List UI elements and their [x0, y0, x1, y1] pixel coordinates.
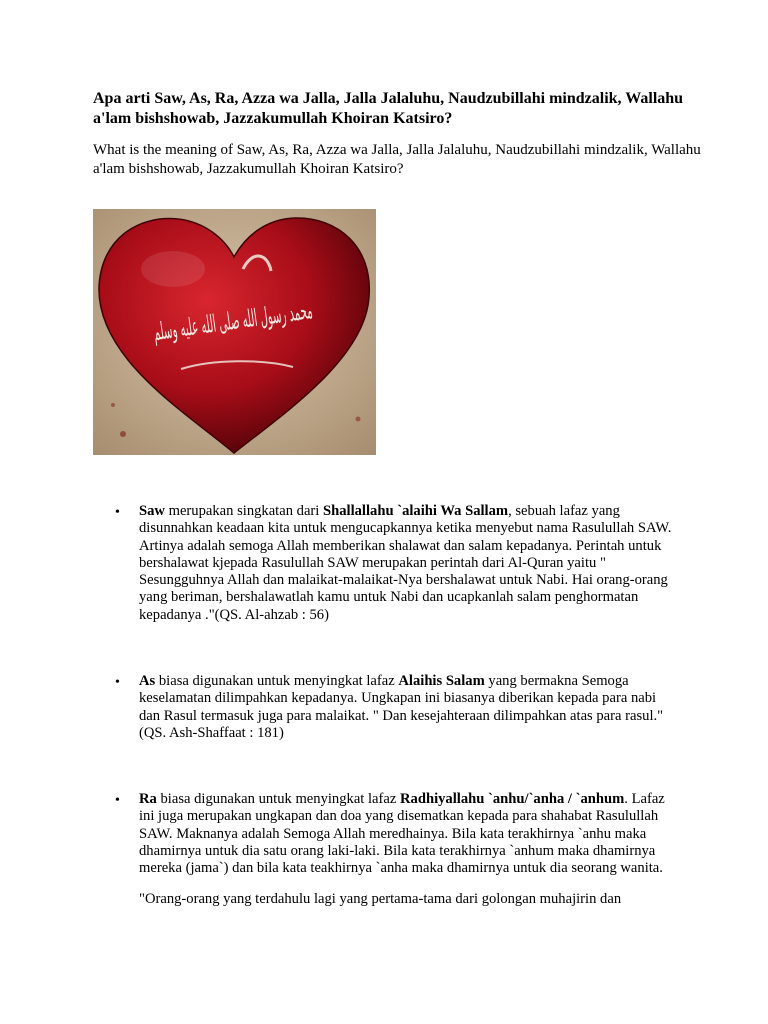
bullet-icon: • [115, 505, 120, 520]
bullet-icon: • [115, 675, 120, 690]
term: As [139, 673, 156, 689]
quote-text: "Orang-orang yang terdahulu lagi yang pertama-tama dari golongan muhajirin dan [139, 891, 622, 908]
term: Ra [139, 791, 157, 807]
heart-calligraphy-image [93, 209, 376, 455]
list-item-text: As biasa digunakan untuk menyingkat lafaz Alaihis Salam yang bermakna Semoga keselamatan dilimpahkan kepadanya. Ungkapan ini biasanya diberikan kepada para nabi dan Rasul termasuk juga para malaikat. " Dan kesejahteraan dilimpahkan atas para rasul."(QS. Ash-Shaffaat : 181) [139, 673, 664, 741]
page-title: Apa arti Saw, As, Ra, Azza wa Jalla, Jalla Jalaluhu, Naudzubillahi mindzalik, Wallahu a'lam bishshowab, Jazzakumullah Khoiran Katsiro? [93, 90, 684, 127]
list-item-text: Ra biasa digunakan untuk menyingkat lafaz Radhiyallahu `anhu/`anha / `anhum. Lafaz ini juga merupakan ungkapan dan doa yang disematkan kepada para shahabat Rasulullah SAW. Maknanya adalah Semoga Allah meredhainya. Bila kata terakhirnya `anhu maka dhamirnya untuk dia satu orang laki-laki. Bila kata terakhirnya `anhum maka dhamirnya mereka (jama`) dan bila kata teakhirnya `anha maka dhamirnya untuk dia seorang wanita. "Orang-orang yang terdahulu lagi yang pertama-tama dari golongan muhajirin dan [139, 791, 679, 909]
term-expansion: Radhiyallahu `anhu/`anha / `anhum [400, 791, 625, 807]
term-expansion: Shallallahu `alaihi Wa Sallam [323, 503, 509, 519]
bullet-icon: • [115, 793, 120, 808]
term-expansion: Alaihis Salam [398, 673, 485, 689]
page-subtitle: What is the meaning of Saw, As, Ra, Azza wa Jalla, Jalla Jalaluhu, Naudzubillahi mindzalik, Wallahu a'lam bishshowab, Jazzakumullah Khoiran Katsiro? [93, 142, 701, 177]
term: Saw [139, 503, 165, 519]
list-item-text: Saw merupakan singkatan dari Shallallahu `alaihi Wa Sallam, sebuah lafaz yang disunnahkan keadaan kita untuk mengucapkannya ketika menyebut nama Rasulullah SAW. Artinya adalah semoga Allah memberikan shalawat dan salam kepadanya. Perintah untuk bershalawat kjepada Rasulullah SAW merupakan perintah dari Al-Quran yaitu " Sesungguhnya Allah dan malaikat-malaikat-Nya bershalawat untuk Nabi. Hai orang-orang yang beriman, bershalawatlah kamu untuk Nabi dan ucapkanlah salam penghormatan kepadanya ."(QS. Al-ahzab : 56) [139, 503, 672, 623]
